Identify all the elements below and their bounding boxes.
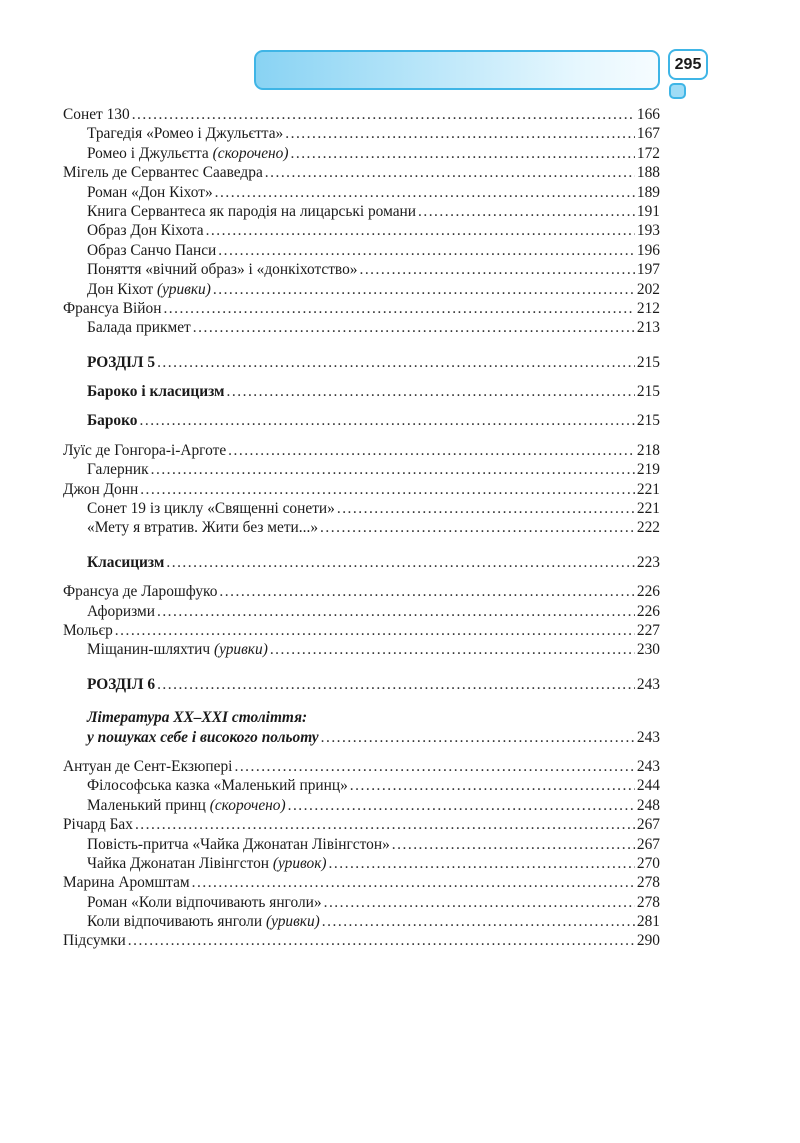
toc-entry[interactable]: Роман «Дон Кіхот» ..... 189: [63, 184, 660, 203]
toc-entry[interactable]: Ромео і Джульєтта (скорочено) ..... 172: [63, 145, 660, 164]
toc-entry[interactable]: Сонет 19 із циклу «Священні сонети» ..... 221: [63, 500, 660, 519]
toc-entry[interactable]: Балада прикмет ..... 213: [63, 319, 660, 338]
toc-entry[interactable]: Річард Бах ..... 267: [63, 816, 660, 835]
toc-entry[interactable]: Образ Дон Кіхота ..... 193: [63, 222, 660, 241]
toc-entry[interactable]: Афоризми ..... 226: [63, 603, 660, 622]
toc-entry[interactable]: Сонет 130 ..... 166: [63, 106, 660, 125]
toc-entry[interactable]: Мігель де Сервантес Сааведра ..... 188: [63, 164, 660, 183]
toc-entry[interactable]: Роман «Коли відпочивають янголи» ..... 278: [63, 894, 660, 913]
toc-entry[interactable]: Франсуа Війон ..... 212: [63, 300, 660, 319]
toc-section-heading[interactable]: Класицизм ..... 223: [63, 554, 660, 573]
toc-entry[interactable]: «Мету я втратив. Жити без мети...» ..... 222: [63, 519, 660, 538]
toc-section-title: Література ХХ–ХХІ століття:: [87, 709, 308, 727]
toc-entry[interactable]: Поняття «вічний образ» і «донкіхотство» ..... 197: [63, 261, 660, 280]
header-banner: [254, 50, 660, 90]
toc-entry[interactable]: Марина Аромштам ..... 278: [63, 874, 660, 893]
toc-entry[interactable]: Джон Донн ..... 221: [63, 481, 660, 500]
toc-entry[interactable]: Книга Сервантеса як пародія на лицарські романи ..... 191: [63, 203, 660, 222]
toc-entry[interactable]: Трагедія «Ромео і Джульєтта» ..... 167: [63, 125, 660, 144]
toc-entry[interactable]: Мольєр ..... 227: [63, 622, 660, 641]
toc-entry[interactable]: Міщанин-шляхтич (уривки) ..... 230: [63, 641, 660, 660]
toc-entry[interactable]: Франсуа де Ларошфуко ..... 226: [63, 583, 660, 602]
page-number: 295: [668, 49, 708, 80]
table-of-contents: [63, 106, 660, 952]
toc-section-heading[interactable]: РОЗДІЛ 5 ..... 215: [63, 354, 660, 373]
toc-entry[interactable]: Дон Кіхот (уривки) ..... 202: [63, 281, 660, 300]
toc-entry[interactable]: Філософська казка «Маленький принц» ..... 244: [63, 777, 660, 796]
toc-entry[interactable]: Коли відпочивають янголи (уривки) ..... 281: [63, 913, 660, 932]
toc-entry[interactable]: Чайка Джонатан Лівінгстон (уривок) ..... 270: [63, 855, 660, 874]
toc-entry[interactable]: Повість-притча «Чайка Джонатан Лівінгстон» ..... 267: [63, 836, 660, 855]
toc-entry[interactable]: Образ Санчо Панси ..... 196: [63, 242, 660, 261]
page-tab-decoration: [669, 83, 686, 99]
toc-section-heading[interactable]: у пошуках себе і високого польоту ..... 243: [63, 729, 660, 748]
toc-section-heading[interactable]: Бароко і класицизм ..... 215: [63, 383, 660, 402]
toc-entry[interactable]: Антуан де Сент-Екзюпері ..... 243: [63, 758, 660, 777]
toc-entry[interactable]: Маленький принц (скорочено) ..... 248: [63, 797, 660, 816]
toc-entry[interactable]: Підсумки ..... 290: [63, 932, 660, 951]
toc-entry[interactable]: Галерник ..... 219: [63, 461, 660, 480]
toc-entry[interactable]: Луїс де Гонгора-і-Арготе ..... 218: [63, 442, 660, 461]
toc-section-heading[interactable]: Бароко ..... 215: [63, 412, 660, 431]
toc-section-heading[interactable]: РОЗДІЛ 6 ..... 243: [63, 676, 660, 695]
